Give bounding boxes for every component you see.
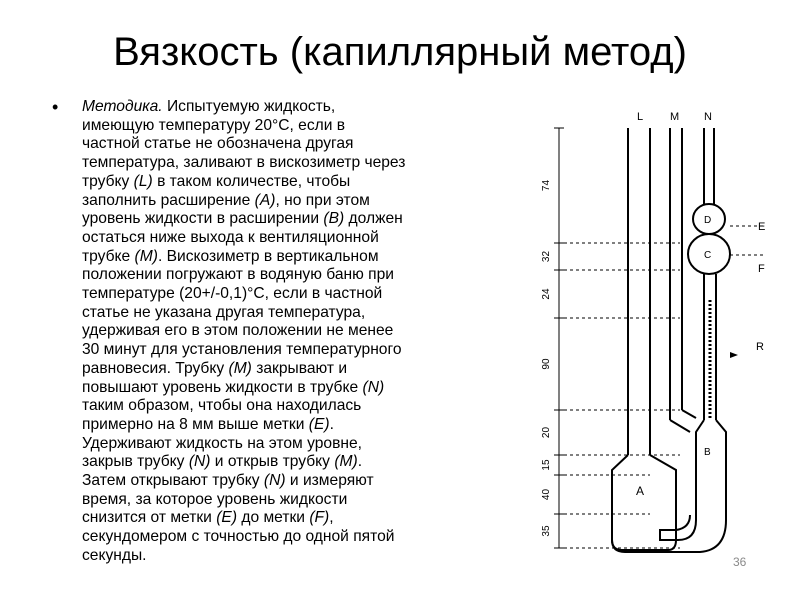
page-number: 36 bbox=[733, 555, 747, 569]
text-run: . Вискозиметр в вертикальном положении погружают в водяную баню при температуре (20+/-0,1)°С, если в частной статье не указана другая температура, удерживая его в этом положении не менее 30 минут для установления температурного равновесия. Трубку bbox=[82, 247, 402, 377]
viscometer-diagram bbox=[528, 103, 788, 558]
bulb-label-a: A bbox=[636, 484, 645, 498]
bullet-marker: • bbox=[52, 97, 59, 117]
capillary-label-r: R bbox=[756, 341, 764, 353]
dimension-label: 40 bbox=[541, 488, 552, 501]
dimension-ruler bbox=[554, 128, 765, 548]
text-run: до метки bbox=[237, 509, 310, 527]
text-run: . Затем открывают трубку bbox=[82, 453, 363, 490]
dimension-label: 15 bbox=[541, 459, 552, 471]
text-run: в таком количестве, чтобы заполнить расширение bbox=[82, 172, 351, 209]
italic-run: (N) bbox=[263, 472, 286, 490]
italic-run: (М) bbox=[228, 359, 252, 377]
text-run: таким образом, чтобы она находилась примерно на 8 мм выше метки bbox=[82, 397, 362, 433]
italic-run: (N) bbox=[188, 453, 211, 471]
dimension-label: 35 bbox=[541, 525, 552, 537]
slide-title: Вязкость (капиллярный метод) bbox=[113, 30, 687, 74]
bulb-label-c: C bbox=[704, 250, 712, 261]
tube-label-m: M bbox=[670, 111, 680, 123]
mark-label-f: F bbox=[758, 263, 765, 275]
italic-run: (L) bbox=[133, 172, 153, 190]
text-run: , секундомером с точностью до одной пятой секунды. bbox=[82, 509, 395, 564]
tube-m bbox=[670, 128, 696, 432]
italic-run: Методика. bbox=[82, 98, 163, 115]
text-run: . Удерживают жидкость на этом уровне, закрыв трубку bbox=[82, 415, 362, 471]
italic-run: (М) bbox=[334, 453, 358, 471]
italic-run: (N) bbox=[362, 378, 385, 396]
italic-run: (В) bbox=[323, 210, 345, 228]
dimension-label: 24 bbox=[541, 288, 552, 300]
bulb-label-b: B bbox=[704, 447, 711, 458]
tube-label-l: L bbox=[637, 111, 644, 123]
mark-label-e: E bbox=[758, 221, 766, 233]
italic-run: (А) bbox=[254, 191, 276, 209]
text-run: и открыв трубку bbox=[210, 453, 335, 471]
dimension-label: 90 bbox=[541, 358, 552, 370]
text-run: Испытуемую жидкость, имеющую температуру 20°С, если в частной статье не обозначена другая температура, заливают в вискозиметр через трубку bbox=[82, 98, 406, 190]
italic-run: (М) bbox=[134, 247, 158, 265]
text-run: , но при этом уровень жидкости в расширении bbox=[82, 191, 370, 228]
text-run: должен остаться ниже выхода к вентиляционной трубке bbox=[82, 210, 403, 265]
text-run: и измеряют время, за которое уровень жидкости снизится от метки bbox=[82, 472, 374, 527]
dimension-labels bbox=[541, 180, 552, 537]
italic-run: (Е) bbox=[216, 509, 238, 527]
dimension-label: 74 bbox=[541, 179, 552, 192]
italic-run: (Е) bbox=[308, 415, 330, 433]
method-paragraph bbox=[82, 98, 502, 566]
text-run: закрывают и повышают уровень жидкости в трубке bbox=[82, 359, 359, 396]
dimension-label: 32 bbox=[541, 250, 552, 263]
italic-run: (F) bbox=[309, 509, 330, 527]
tube-label-n: N bbox=[704, 111, 712, 123]
bulb-label-d: D bbox=[704, 215, 712, 226]
dimension-label: 20 bbox=[541, 426, 552, 439]
